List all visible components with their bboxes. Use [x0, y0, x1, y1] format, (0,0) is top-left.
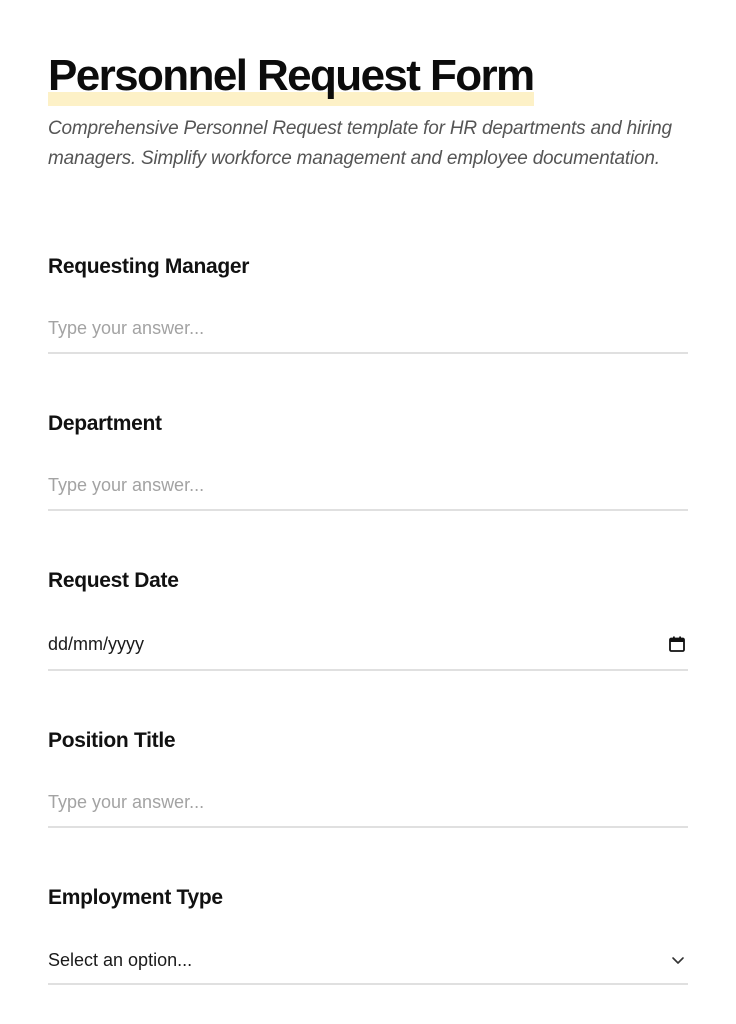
field-employment-type [48, 884, 688, 970]
date-placeholder: dd/mm/yyyy [48, 633, 145, 654]
employment-type-select[interactable] [48, 937, 688, 985]
input-placeholder: Type your answer... [48, 475, 205, 495]
input-placeholder: Type your answer... [48, 318, 205, 338]
personnel-request-form [48, 50, 688, 174]
field-position-title [48, 727, 688, 812]
request-date-input[interactable] [48, 619, 688, 671]
field-request-date [48, 567, 688, 654]
select-placeholder: Select an option... [48, 949, 193, 970]
form-title: Personnel Request Form [48, 51, 534, 100]
department-input[interactable] [48, 462, 688, 511]
field-department [48, 410, 688, 495]
form-title-wrap [48, 50, 534, 102]
field-requesting-manager [48, 253, 688, 338]
field-label: Employment Type [48, 886, 223, 909]
field-label: Department [48, 412, 162, 435]
requesting-manager-input[interactable] [48, 305, 688, 354]
form-description: Comprehensive Personnel Request template for HR departments and hiring managers. Simplify workforce management and employee documentation. [48, 118, 672, 169]
field-label: Request Date [48, 569, 179, 592]
field-label: Requesting Manager [48, 255, 250, 278]
input-placeholder: Type your answer... [48, 792, 205, 812]
field-label: Position Title [48, 729, 176, 752]
calendar-icon[interactable] [668, 635, 686, 653]
position-title-input[interactable] [48, 779, 688, 828]
chevron-down-icon [670, 952, 686, 968]
